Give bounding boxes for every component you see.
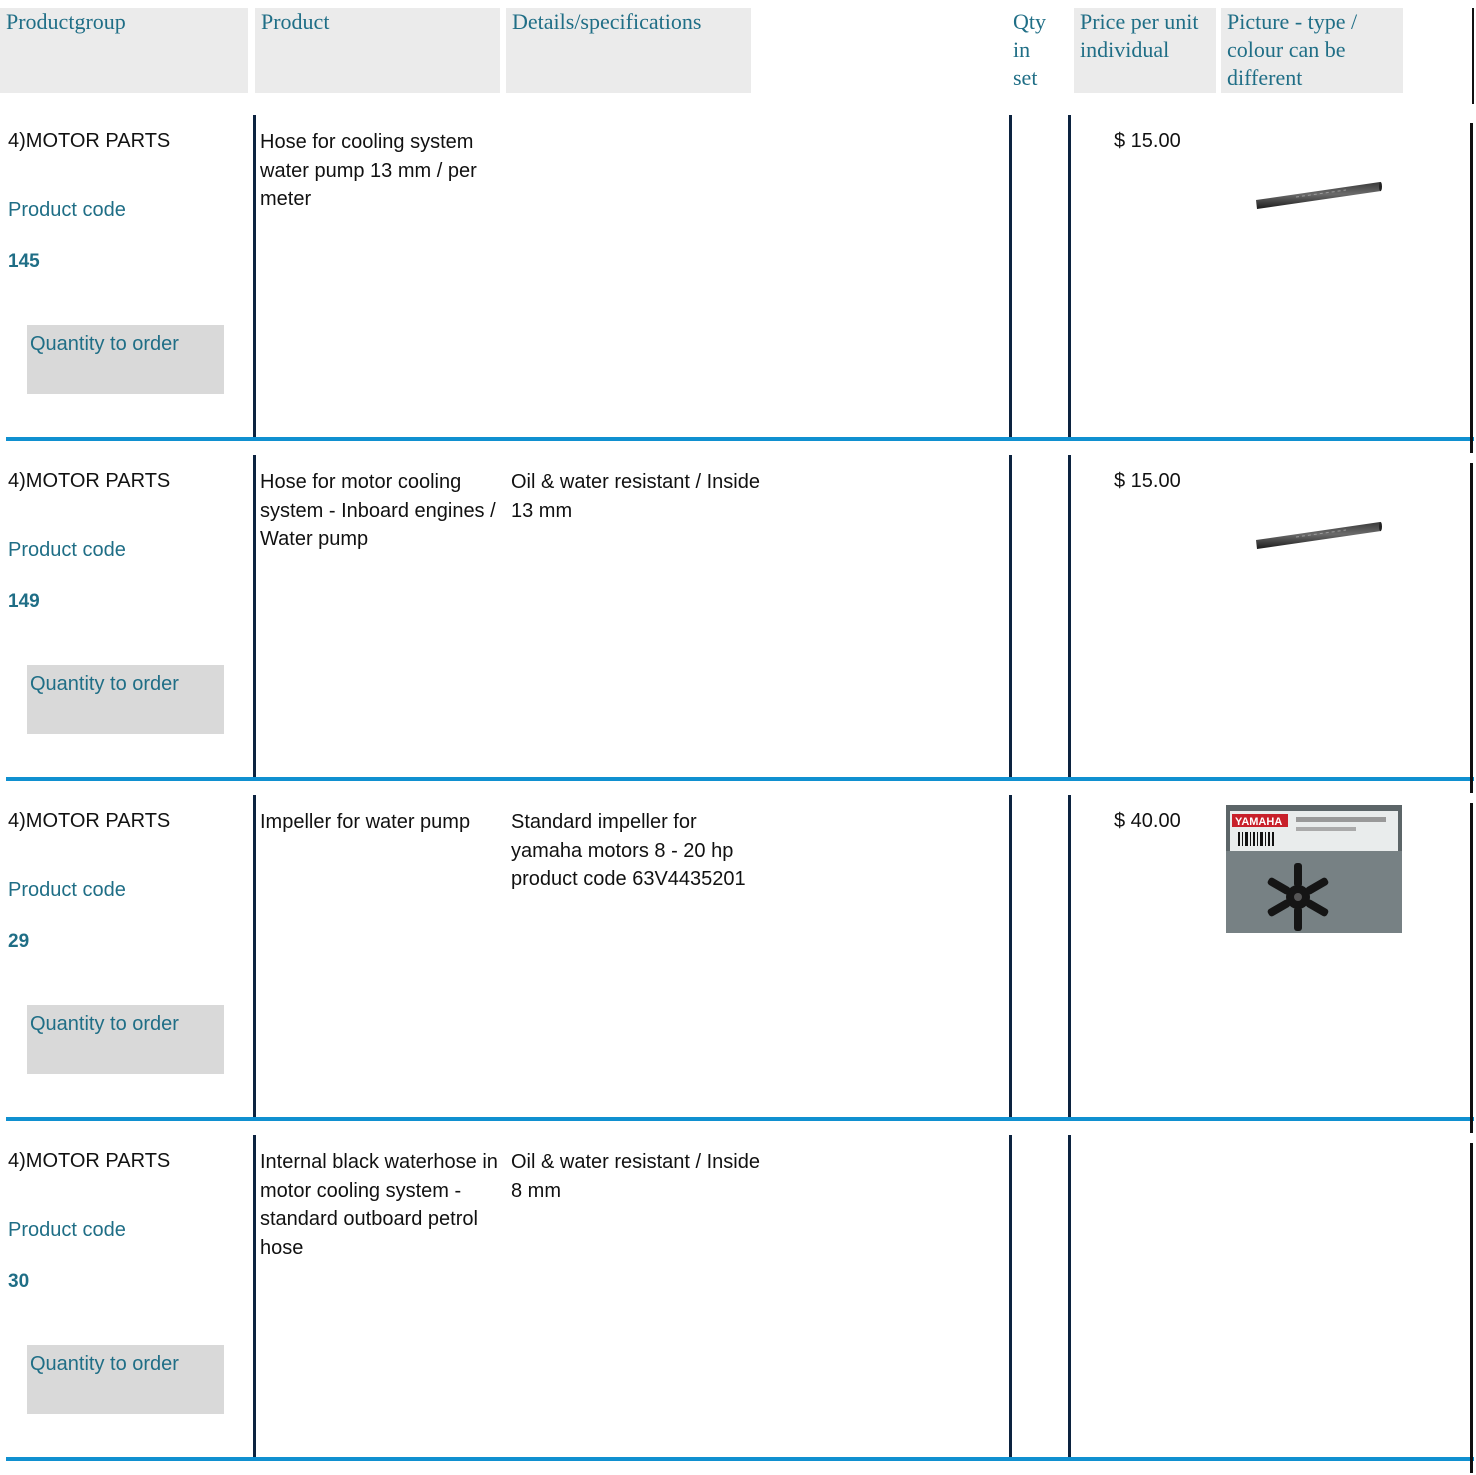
- product-name: Impeller for water pump: [260, 811, 471, 833]
- product-picture: [1226, 465, 1402, 593]
- table-row: [0, 1135, 1476, 1475]
- product-group: 4)MOTOR PARTS: [8, 130, 171, 152]
- row-separator: [6, 1117, 1474, 1121]
- product-picture: [1226, 805, 1402, 933]
- product-picture: [1226, 1145, 1402, 1273]
- product-code-label: Product code: [8, 539, 126, 561]
- table-row: [0, 115, 1476, 455]
- row-right-edge: [1470, 803, 1473, 1133]
- header-product: Product: [255, 8, 500, 93]
- column-divider: [253, 795, 256, 1120]
- quantity-to-order-input[interactable]: Quantity to order: [27, 665, 224, 734]
- row-separator: [6, 777, 1474, 781]
- quantity-to-order-input[interactable]: Quantity to order: [27, 1345, 224, 1414]
- product-details: Standard impeller for yamaha motors 8 - 20 hp product code 63V4435201: [511, 811, 746, 890]
- row-right-edge: [1470, 123, 1473, 453]
- product-code-label: Product code: [8, 1219, 126, 1241]
- product-code-value: 30: [8, 1271, 30, 1292]
- header-picture: Picture - type / colour can be different: [1221, 8, 1403, 93]
- column-divider: [1068, 115, 1071, 440]
- product-code-value: 29: [8, 931, 30, 952]
- column-divider: [253, 115, 256, 440]
- column-divider: [1068, 1135, 1071, 1460]
- product-details: Oil & water resistant / Inside 8 mm: [511, 1151, 760, 1202]
- header-details: Details/specifications: [506, 8, 751, 93]
- table-row: [0, 455, 1476, 795]
- unit-price: $ 15.00: [1114, 130, 1181, 152]
- product-picture: [1226, 125, 1402, 253]
- product-name: Hose for motor cooling system - Inboard engines / Water pump: [260, 471, 496, 550]
- header-qty-in-set: Qty in set: [1007, 8, 1059, 93]
- header-productgroup: Productgroup: [0, 8, 248, 93]
- column-divider: [1068, 455, 1071, 780]
- column-divider: [1009, 455, 1012, 780]
- product-name: Hose for cooling system water pump 13 mm / per meter: [260, 131, 477, 210]
- product-name: Internal black waterhose in motor cooling system - standard outboard petrol hose: [260, 1151, 498, 1259]
- product-details: Oil & water resistant / Inside 13 mm: [511, 471, 760, 522]
- product-code-value: 145: [8, 251, 40, 272]
- row-right-edge: [1470, 1143, 1473, 1473]
- table-row: [0, 795, 1476, 1135]
- header-right-edge: [1472, 8, 1474, 104]
- row-right-edge: [1470, 463, 1473, 793]
- product-group: 4)MOTOR PARTS: [8, 1150, 171, 1172]
- product-code-value: 149: [8, 591, 40, 612]
- unit-price: $ 15.00: [1114, 470, 1181, 492]
- header-price: Price per unit individual: [1074, 8, 1216, 93]
- svg-text:YAMAHA: YAMAHA: [1235, 816, 1283, 828]
- quantity-to-order-input[interactable]: Quantity to order: [27, 1005, 224, 1074]
- column-divider: [1009, 115, 1012, 440]
- column-divider: [253, 1135, 256, 1460]
- quantity-to-order-input[interactable]: Quantity to order: [27, 325, 224, 394]
- column-divider: [253, 455, 256, 780]
- column-divider: [1009, 1135, 1012, 1460]
- product-group: 4)MOTOR PARTS: [8, 810, 171, 832]
- row-separator: [6, 437, 1474, 441]
- unit-price: $ 40.00: [1114, 810, 1181, 832]
- product-group: 4)MOTOR PARTS: [8, 470, 171, 492]
- product-code-label: Product code: [8, 199, 126, 221]
- column-divider: [1009, 795, 1012, 1120]
- product-code-label: Product code: [8, 879, 126, 901]
- column-divider: [1068, 795, 1071, 1120]
